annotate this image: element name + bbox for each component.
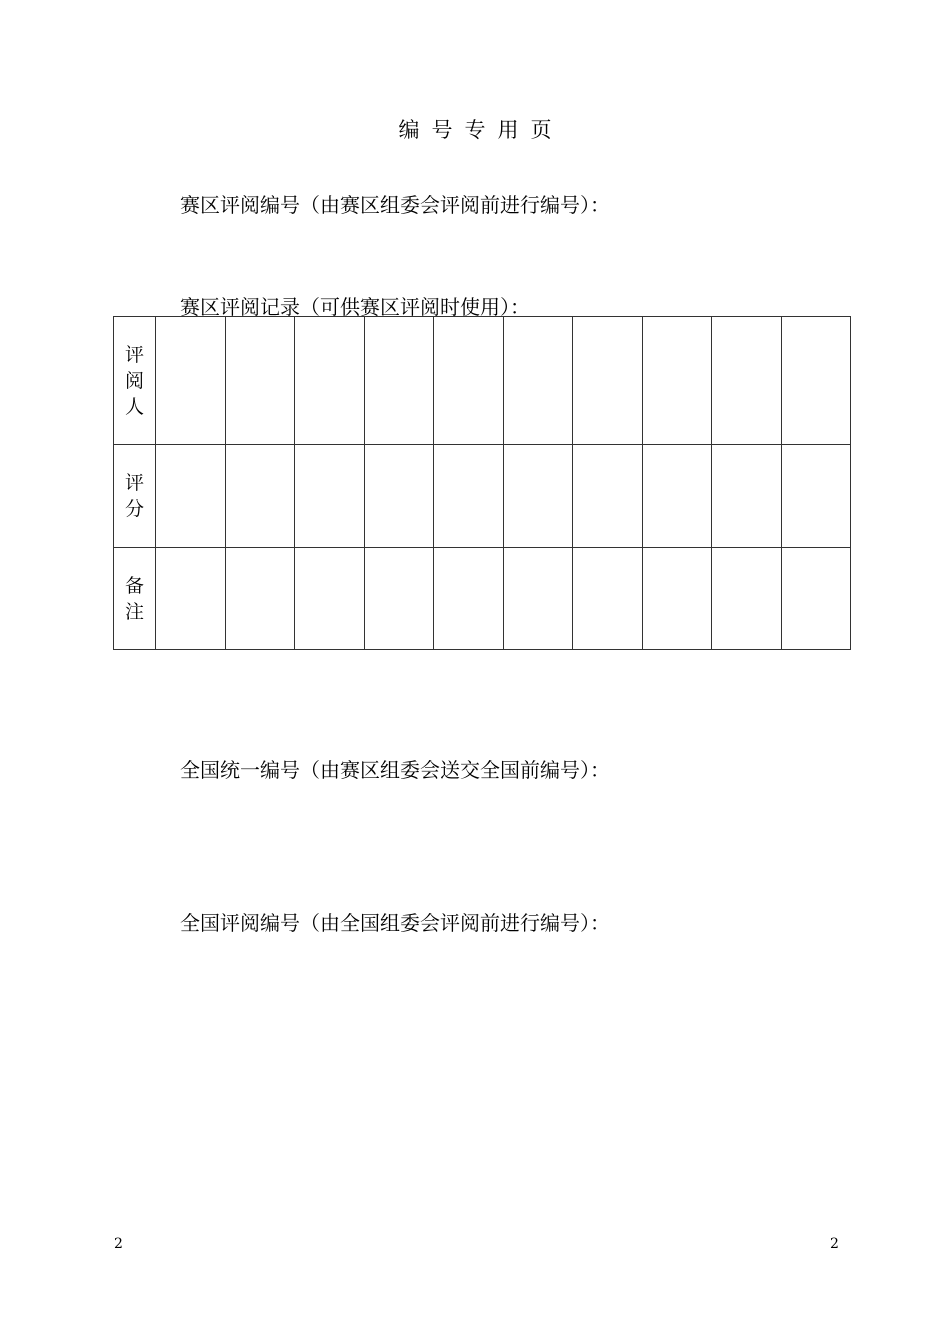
- table-cell[interactable]: [712, 317, 782, 445]
- page-number-left: 2: [114, 1236, 123, 1252]
- table-cell[interactable]: [364, 317, 434, 445]
- table-cell[interactable]: [503, 445, 573, 548]
- table-cell[interactable]: [156, 445, 226, 548]
- table-cell[interactable]: [295, 548, 365, 650]
- regional-number-label: 赛区评阅编号（由赛区组委会评阅前进行编号）：: [180, 193, 610, 217]
- table-cell[interactable]: [364, 548, 434, 650]
- table-cell[interactable]: [573, 548, 643, 650]
- table-cell[interactable]: [503, 317, 573, 445]
- table-cell[interactable]: [295, 445, 365, 548]
- table-cell[interactable]: [434, 445, 504, 548]
- national-unified-number-label: 全国统一编号（由赛区组委会送交全国前编号）：: [180, 758, 610, 782]
- table-cell[interactable]: [503, 548, 573, 650]
- table-cell[interactable]: [434, 548, 504, 650]
- table-cell[interactable]: [642, 317, 712, 445]
- table-cell[interactable]: [642, 548, 712, 650]
- table-cell[interactable]: [781, 445, 851, 548]
- table-cell[interactable]: [156, 548, 226, 650]
- table-row-remarks: [114, 548, 851, 650]
- table-cell[interactable]: [225, 317, 295, 445]
- table-cell[interactable]: [225, 445, 295, 548]
- table-cell[interactable]: [434, 317, 504, 445]
- table-cell[interactable]: [364, 445, 434, 548]
- table-cell[interactable]: [225, 548, 295, 650]
- table-cell[interactable]: [642, 445, 712, 548]
- table-cell[interactable]: [573, 317, 643, 445]
- table-cell[interactable]: [295, 317, 365, 445]
- table-cell[interactable]: [781, 548, 851, 650]
- row-header-score: 评分: [114, 445, 156, 548]
- table-cell[interactable]: [712, 548, 782, 650]
- table-cell[interactable]: [781, 317, 851, 445]
- table-cell[interactable]: [712, 445, 782, 548]
- page-number-right: 2: [830, 1236, 839, 1252]
- regional-record-label: 赛区评阅记录（可供赛区评阅时使用）：: [180, 295, 530, 319]
- table-cell[interactable]: [156, 317, 226, 445]
- table-row-score: [114, 445, 851, 548]
- table-cell[interactable]: [573, 445, 643, 548]
- page-title: 编号专用页: [398, 118, 564, 142]
- national-review-number-label: 全国评阅编号（由全国组委会评阅前进行编号）：: [180, 911, 610, 935]
- review-record-table: [113, 316, 851, 650]
- table-row-reviewer: [114, 317, 851, 445]
- row-header-remarks: 备注: [114, 548, 156, 650]
- row-header-reviewer: 评阅人: [114, 317, 156, 445]
